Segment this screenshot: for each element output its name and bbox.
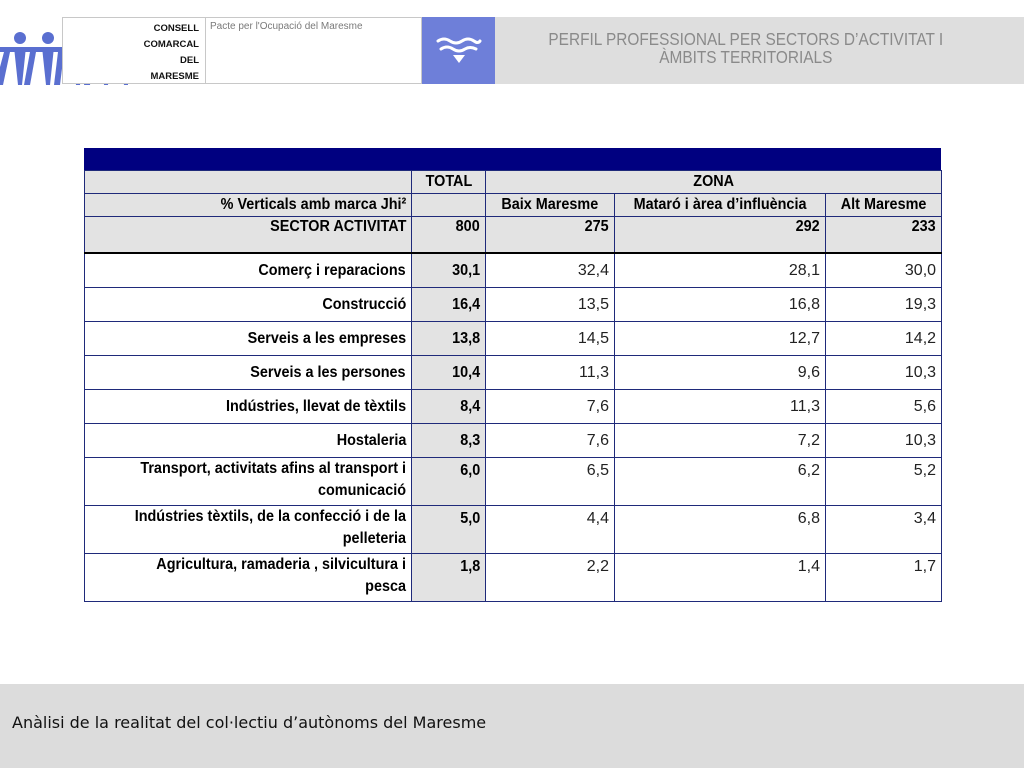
sector-label	[85, 458, 412, 506]
page-title	[495, 30, 997, 66]
base-baix: 275	[486, 217, 615, 254]
header-blank-cell	[85, 171, 412, 194]
total-value: 16,4	[412, 288, 486, 322]
table-row	[85, 554, 942, 602]
zone-value: 7,2	[615, 424, 826, 458]
zone-value: 6,5	[486, 458, 615, 506]
total-value: 30,1	[412, 253, 486, 288]
wave-logo-icon	[422, 17, 495, 84]
zone-value: 30,0	[826, 253, 942, 288]
sector-label	[85, 506, 412, 554]
total-value: 8,4	[412, 390, 486, 424]
page-title-line: PERFIL PROFESSIONAL PER SECTORS D’ACTIVITAT I	[548, 29, 944, 49]
org-name-line: MARESME	[150, 71, 199, 82]
zone-value: 14,5	[486, 322, 615, 356]
zone-value: 7,6	[486, 390, 615, 424]
zone-header-baix: Baix Maresme	[486, 194, 615, 217]
zone-value: 10,3	[826, 356, 942, 390]
org-name-line: COMARCAL	[143, 39, 199, 50]
zone-value: 9,6	[615, 356, 826, 390]
zone-value: 32,4	[486, 253, 615, 288]
table-row	[85, 322, 942, 356]
zone-header-alt: Alt Maresme	[826, 194, 942, 217]
zone-value: 5,2	[826, 458, 942, 506]
zone-value: 12,7	[615, 322, 826, 356]
total-header: TOTAL	[412, 171, 486, 194]
table-row	[85, 390, 942, 424]
zone-value: 28,1	[615, 253, 826, 288]
zone-value: 4,4	[486, 506, 615, 554]
table-row	[85, 288, 942, 322]
zone-value: 2,2	[486, 554, 615, 602]
sector-label: Hostaleria	[85, 424, 412, 458]
zone-value: 19,3	[826, 288, 942, 322]
sector-activitat-label: SECTOR ACTIVITAT	[85, 217, 412, 254]
sector-label-line: pesca	[365, 578, 406, 595]
sector-label: Indústries, llevat de tèxtils	[85, 390, 412, 424]
data-table	[84, 170, 942, 602]
base-mataro: 292	[615, 217, 826, 254]
sector-label: Comerç i reparacions	[85, 253, 412, 288]
total-value: 6,0	[412, 458, 486, 506]
pacte-box	[206, 17, 422, 84]
org-name-line: CONSELL	[153, 23, 199, 34]
zone-value: 6,2	[615, 458, 826, 506]
zone-header-mataro: Mataró i àrea d’influència	[615, 194, 826, 217]
table-row	[85, 253, 942, 288]
title-box	[495, 17, 1024, 84]
sector-label: Serveis a les persones	[85, 356, 412, 390]
zona-header: ZONA	[486, 171, 942, 194]
sector-label	[85, 554, 412, 602]
total-value: 10,4	[412, 356, 486, 390]
sector-label: Construcció	[85, 288, 412, 322]
total-value: 5,0	[412, 506, 486, 554]
zone-value: 16,8	[615, 288, 826, 322]
footer	[0, 684, 1024, 768]
zone-value: 7,6	[486, 424, 615, 458]
total-value: 13,8	[412, 322, 486, 356]
table-top-bar	[84, 148, 941, 170]
org-name-box	[62, 17, 206, 84]
base-total: 800	[412, 217, 486, 254]
zone-value: 11,3	[486, 356, 615, 390]
table-row	[85, 424, 942, 458]
zone-value: 3,4	[826, 506, 942, 554]
table-header-row	[85, 171, 942, 194]
footer-text: Anàlisi de la realitat del col·lectiu d’autònoms del Maresme	[12, 713, 487, 732]
base-alt: 233	[826, 217, 942, 254]
table-base-row	[85, 217, 942, 254]
zone-value: 6,8	[615, 506, 826, 554]
sector-label: Serveis a les empreses	[85, 322, 412, 356]
header	[0, 0, 1024, 85]
zone-value: 10,3	[826, 424, 942, 458]
table-row	[85, 458, 942, 506]
pacte-label: Pacte per l'Ocupació del Maresme	[210, 21, 363, 32]
sector-label-line: Transport, activitats afins al transport i	[140, 460, 407, 477]
org-name-line: DEL	[180, 55, 199, 66]
zone-value: 13,5	[486, 288, 615, 322]
subheader-blank-cell	[412, 194, 486, 217]
zone-value: 5,6	[826, 390, 942, 424]
subheader-label: % Verticals amb marca Jhi²	[85, 194, 412, 217]
org-name	[144, 21, 199, 85]
sector-table	[84, 148, 941, 602]
sector-label-line: pelleteria	[342, 530, 406, 547]
table-row	[85, 356, 942, 390]
total-value: 8,3	[412, 424, 486, 458]
table-subheader-row	[85, 194, 942, 217]
sector-label-line: Agricultura, ramaderia , silvicultura i	[156, 556, 406, 573]
zone-value: 11,3	[615, 390, 826, 424]
table-row	[85, 506, 942, 554]
total-value: 1,8	[412, 554, 486, 602]
sector-label-line: comunicació	[317, 482, 406, 499]
zone-value: 1,4	[615, 554, 826, 602]
wave-logo-box	[422, 17, 495, 84]
zone-value: 14,2	[826, 322, 942, 356]
page-title-line: ÀMBITS TERRITORIALS	[659, 47, 833, 67]
zone-value: 1,7	[826, 554, 942, 602]
sector-label-line: Indústries tèxtils, de la confecció i de la	[134, 508, 407, 525]
